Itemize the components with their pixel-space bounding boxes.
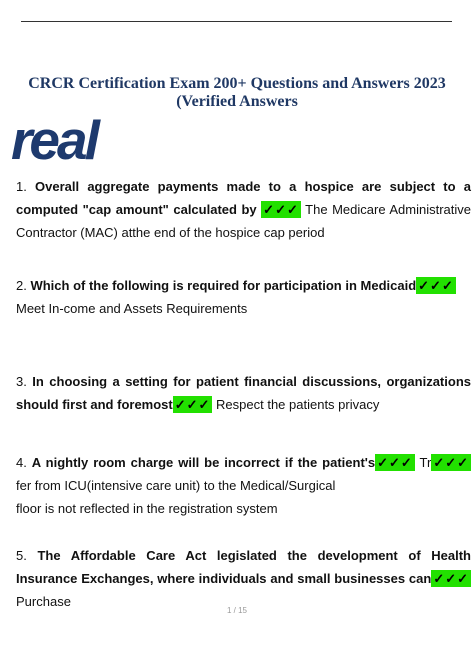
question-item-3: [16, 370, 471, 416]
check-mark-icon: ✓✓✓: [433, 455, 469, 470]
question-item-1: [16, 175, 471, 244]
check-mark-icon: ✓✓✓: [377, 455, 413, 470]
question-text: A nightly room charge will be incorrect if the patient's: [31, 455, 376, 470]
question-item-4: [16, 451, 471, 520]
answer-text-line-2: floor is not reflected in the registration system: [16, 501, 278, 516]
question-number: 4.: [16, 455, 32, 470]
question-number: 3.: [16, 374, 33, 389]
question-text: In choosing a setting for patient financial discussions, organizations should first and foremost: [16, 374, 471, 412]
question-text: Overall aggregate payments made to a hospice are subject to a computed "cap amount" calculated by: [16, 179, 471, 217]
check-mark-icon: ✓✓✓: [433, 571, 469, 586]
answer-text: Meet In-come and Assets Requirements: [16, 301, 248, 316]
question-text: Which of the following is required for participation in Medicaid: [30, 278, 417, 293]
question-number: 1.: [16, 179, 36, 194]
top-divider: [21, 21, 452, 22]
real-logo: real: [11, 109, 97, 171]
answer-text: Purchase: [16, 594, 71, 609]
question-number: 2.: [16, 278, 31, 293]
check-mark-icon: ✓✓✓: [174, 397, 211, 412]
check-mark-icon: ✓✓✓: [418, 278, 454, 293]
answer-text: The Medicare Administrative Contractor (MAC) atthe end of the hospice cap period: [16, 202, 471, 240]
answer-prefix: Tr: [414, 455, 432, 470]
question-number: 5.: [16, 548, 38, 563]
document-title: CRCR Certification Exam 200+ Questions and Answers 2023 (Verified Answers: [28, 75, 446, 110]
page-indicator: 1 / 15: [226, 606, 247, 615]
answer-text: fer from ICU(intensive care unit) to the Medical/Surgical: [16, 478, 336, 493]
question-text: The Affordable Care Act legislated the development of Health Insurance Exchanges, where individuals and small businesses can: [16, 548, 471, 586]
question-item-2: [16, 274, 471, 320]
question-item-5: [16, 544, 471, 613]
check-mark-icon: ✓✓✓: [263, 202, 299, 217]
answer-text: Respect the patients privacy: [212, 397, 380, 412]
